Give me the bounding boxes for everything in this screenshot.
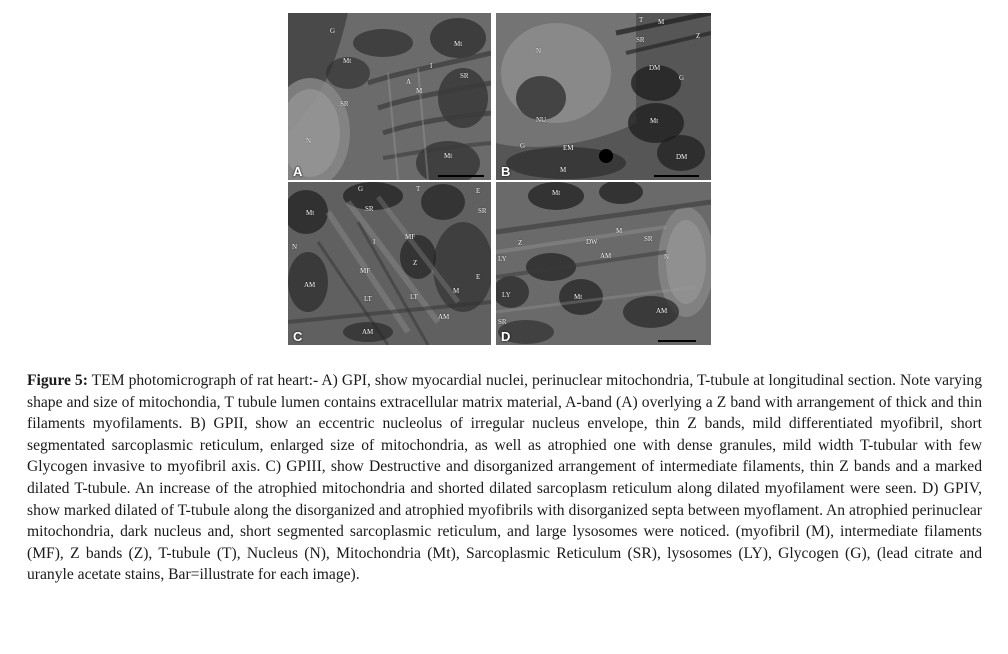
label-d-1: M bbox=[616, 227, 623, 235]
label-d-7: LY bbox=[498, 255, 507, 263]
label-d-9: Mt bbox=[574, 293, 583, 301]
scale-bar-a bbox=[438, 175, 484, 177]
panel-letter-c: C bbox=[293, 329, 303, 344]
label-a-9: Mt bbox=[444, 152, 453, 160]
label-a-6: M bbox=[416, 87, 423, 95]
label-d-4: Z bbox=[518, 239, 523, 247]
panel-letter-d: D bbox=[501, 329, 511, 344]
label-b-1: M bbox=[658, 18, 665, 26]
panel-letter-a: A bbox=[293, 164, 303, 179]
label-b-11: DM bbox=[676, 153, 688, 161]
micrograph-c-texture bbox=[288, 182, 491, 345]
label-c-2: E bbox=[476, 187, 481, 195]
label-c-12: AM bbox=[304, 281, 316, 289]
micrograph-panel-b bbox=[496, 13, 711, 180]
label-c-10: Z bbox=[413, 259, 418, 267]
label-b-6: G bbox=[679, 74, 685, 82]
figure-caption-prefix: Figure 5: bbox=[27, 372, 88, 389]
label-b-9: G bbox=[520, 142, 526, 150]
label-b-0: T bbox=[639, 16, 644, 24]
label-c-7: I bbox=[373, 238, 376, 246]
label-a-4: I bbox=[430, 62, 433, 70]
label-a-7: SR bbox=[340, 100, 349, 108]
scale-bar-d bbox=[658, 340, 696, 342]
figure-caption-text: TEM photomicrograph of rat heart:- A) GPI, show myocardial nuclei, perinuclear mitochondria, T-tubule at longitudinal section. Note varying shape and size of mitochondia, T tubule lumen contains extracellular matrix material, A-band (A) overlying a Z band with arrangement of thick and thin filaments myofilaments. B) GPII, show an eccentric nucleolus of irregular nucleus envelope, thin Z bands, mild differentiated myofibril, short segmentated sarcoplasmic reticulum, enlarged size of mitochondria, as well as atrophied one with dense granules, mild width T-tubular with few Glycogen invasive to myofibril axis. C) GPIII, show Destructive and disorganized arrangement of intermediate filaments, thin Z bands and a marked dilated T-tubule. An increase of the atrophied mitochondria and shorted dilated sarcoplasm reticulum along dilated myofilament were seen. D) GPIV, show marked dilated of T-tubule along the disorganized and atrophied myofibrils with disorganized septa between myoflament. An atrophied perinuclear mitochondria, dark nucleus and, short segmented sarcoplasmic reticulum, and large lysosomes were noticed. (myofibril (M), intermediate filaments (MF), Z bands (Z), T-tubule (T), Nucleus (N), Mitochondria (Mt), Sarcoplasmic Reticulum (SR), lysosomes (LY), Glycogen (G), (lead citrate and uranyle acetate stains, Bar=illustrate for each image). bbox=[27, 372, 982, 584]
label-c-3: Mt bbox=[306, 209, 315, 217]
micrograph-panel-d bbox=[496, 182, 711, 345]
label-c-15: M bbox=[453, 287, 460, 295]
label-d-11: SR bbox=[498, 318, 507, 326]
label-d-3: DW bbox=[586, 238, 598, 246]
micrograph-d-texture bbox=[496, 182, 711, 345]
label-a-8: N bbox=[306, 137, 312, 145]
label-a-2: Mt bbox=[343, 57, 352, 65]
label-c-5: SR bbox=[478, 207, 487, 215]
label-d-0: Mt bbox=[552, 189, 561, 197]
label-c-17: AM bbox=[362, 328, 374, 336]
label-a-3: SR bbox=[460, 72, 469, 80]
panel-letter-b: B bbox=[501, 164, 511, 179]
label-c-13: LT bbox=[364, 295, 372, 303]
label-b-10: EM bbox=[563, 144, 574, 152]
label-d-8: LY bbox=[502, 291, 511, 299]
label-b-5: DM bbox=[649, 64, 661, 72]
label-c-16: AM bbox=[438, 313, 450, 321]
label-c-1: T bbox=[416, 185, 421, 193]
micrograph-a-texture bbox=[288, 13, 491, 180]
label-c-11: E bbox=[476, 273, 481, 281]
label-c-0: G bbox=[358, 185, 364, 193]
label-c-8: N bbox=[292, 243, 298, 251]
label-b-4: N bbox=[536, 47, 542, 55]
label-b-8: Mt bbox=[650, 117, 659, 125]
scale-bar-b bbox=[654, 175, 699, 177]
label-c-9: MF bbox=[360, 267, 371, 275]
label-b-7: NU bbox=[536, 116, 547, 124]
label-a-0: G bbox=[330, 27, 336, 35]
figure-caption bbox=[27, 370, 982, 586]
label-b-12: M bbox=[560, 166, 567, 174]
label-a-5: A bbox=[406, 78, 412, 86]
micrograph-panel-c bbox=[288, 182, 491, 345]
micrograph-panel-a bbox=[288, 13, 491, 180]
label-d-6: N bbox=[664, 253, 670, 261]
label-a-1: Mt bbox=[454, 40, 463, 48]
label-b-3: Z bbox=[696, 32, 701, 40]
label-d-5: AM bbox=[600, 252, 612, 260]
label-d-10: AM bbox=[656, 307, 668, 315]
label-b-2: SR bbox=[636, 36, 645, 44]
label-c-4: SR bbox=[365, 205, 374, 213]
label-c-14: LT bbox=[410, 293, 418, 301]
label-d-2: SR bbox=[644, 235, 653, 243]
label-c-6: MF bbox=[405, 233, 416, 241]
